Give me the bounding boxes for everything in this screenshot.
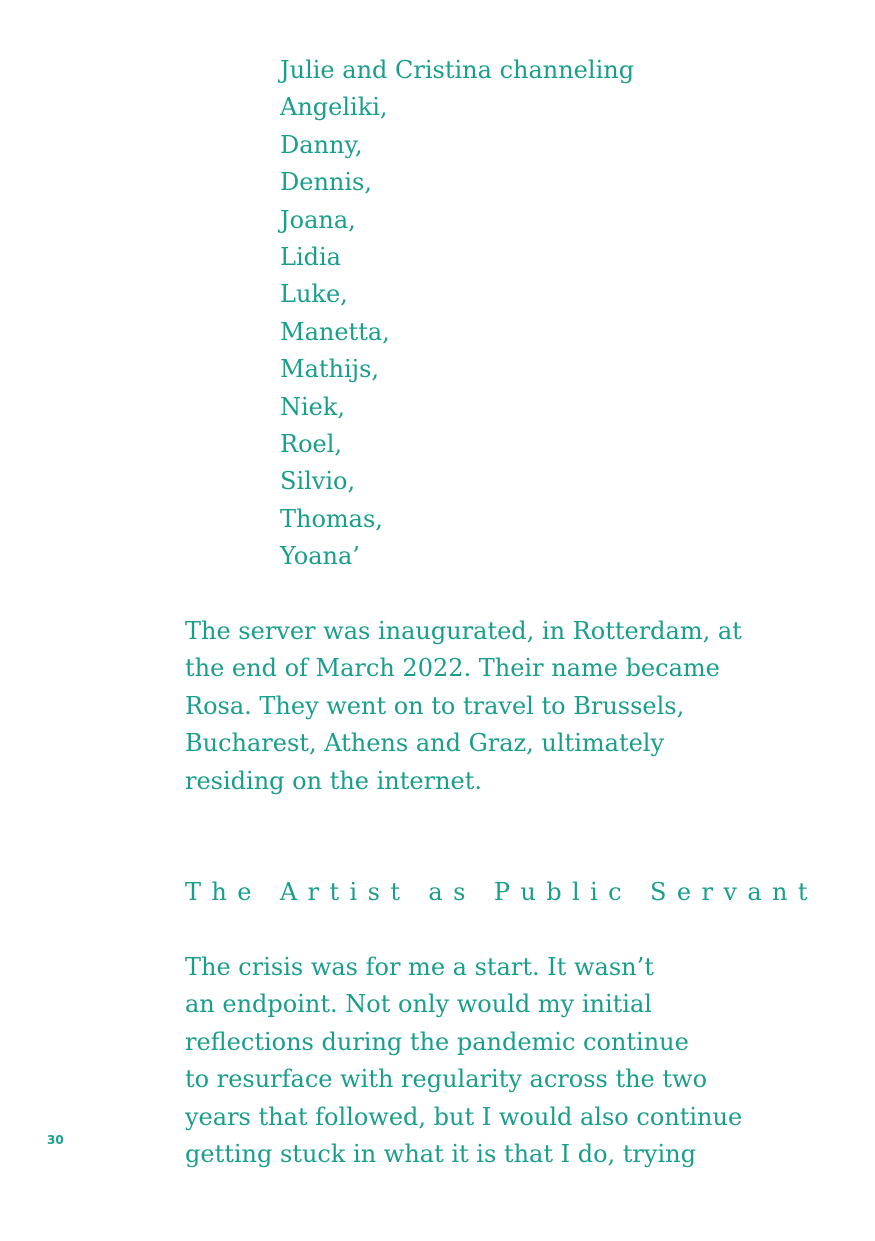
text-line: reflections during the pandemic continue: [185, 1027, 689, 1056]
text-line: The server was inaugurated, in Rotterdam, at: [185, 617, 742, 645]
page-number: 30: [47, 1133, 64, 1147]
paragraph-server-inauguration: [185, 613, 742, 800]
paragraph-crisis: [185, 949, 742, 1173]
text-line: getting stuck in what it is that I do, trying: [185, 1140, 696, 1169]
list-item: Niek,: [280, 392, 346, 421]
list-item: Yoana’: [280, 542, 360, 571]
list-item: Dennis,: [280, 168, 372, 197]
section-heading: The Artist as Public Servant: [185, 878, 818, 906]
list-item: Julie and Cristina channeling: [280, 56, 635, 84]
list-item: Silvio,: [280, 467, 356, 496]
text-line: to resurface with regularity across the two: [185, 1065, 708, 1094]
text-line: Bucharest, Athens and Graz, ultimately: [185, 729, 665, 758]
text-line: years that followed, but I would also continue: [185, 1102, 743, 1131]
list-item: Lidia: [280, 243, 341, 272]
text-line: an endpoint. Not only would my initial: [185, 990, 652, 1019]
list-item: Luke,: [280, 280, 348, 309]
list-item: Joana,: [280, 205, 356, 234]
list-item: Roel,: [280, 430, 343, 459]
text-line: Rosa. They went on to travel to Brussels,: [185, 691, 685, 720]
text-line: the end of March 2022. Their name became: [185, 654, 720, 683]
name-list: [280, 52, 634, 576]
list-item: Manetta,: [280, 317, 390, 346]
list-item: Thomas,: [280, 504, 383, 533]
list-item: Angeliki,: [280, 93, 388, 122]
text-line: The crisis was for me a start. It wasn’t: [185, 953, 654, 981]
list-item: Danny,: [280, 130, 363, 159]
list-item: Mathijs,: [280, 355, 380, 384]
text-line: residing on the internet.: [185, 766, 483, 795]
